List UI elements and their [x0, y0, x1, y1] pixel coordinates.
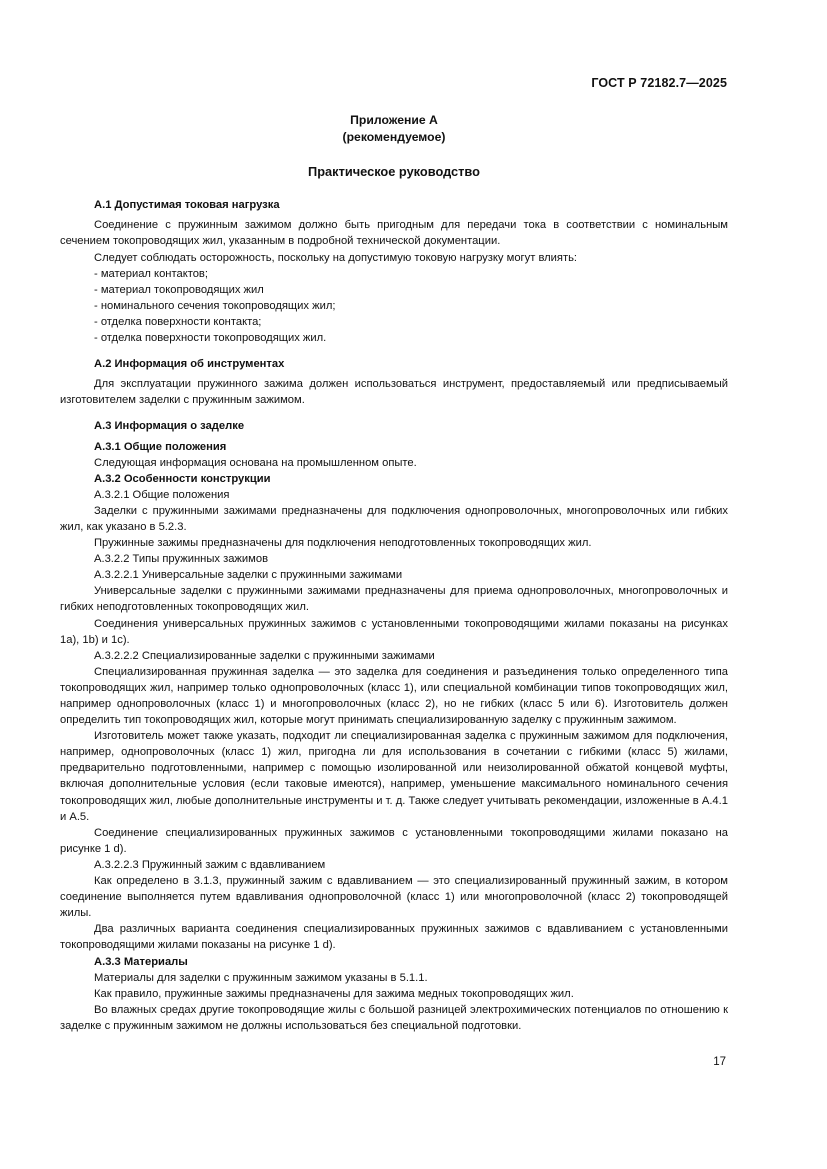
paragraph: Два различных варианта соединения специализированных пружинных зажимов с вдавливанием с установленными токопроводящими жилами показаны на рисунке 1 d).: [60, 923, 728, 952]
paragraph: Соединение с пружинным зажимом должно быть пригодным для передачи тока в соответствии с номинальным сечением токопроводящих жил, указанным в подробной технической документации.: [60, 219, 728, 248]
list-item: - номинального сечения токопроводящих жил;: [94, 299, 336, 312]
annex-title: Приложение А: [350, 113, 438, 127]
paragraph: Следует соблюдать осторожность, поскольку на допустимую токовую нагрузку могут влиять:: [94, 251, 578, 264]
list-item: - материал контактов;: [94, 267, 208, 280]
section-a3-title: А.3 Информация о заделке: [94, 420, 245, 433]
paragraph: Во влажных средах другие токопроводящие жилы с большой разницей электрохимических потенциалов по отношению к заделке с пружинным зажимом не должны использоваться без специальной подготовки.: [60, 1003, 728, 1032]
page-content: [60, 112, 728, 1034]
list-item: - отделка поверхности контакта;: [94, 315, 262, 328]
list-item: - материал токопроводящих жил: [94, 283, 264, 296]
section-a2-title: А.2 Информация об инструментах: [94, 358, 285, 371]
paragraph: Для эксплуатации пружинного зажима должен использоваться инструмент, предоставляемый или предписываемый изготовителем заделки с пружинным зажимом.: [60, 378, 728, 407]
section-a3221-title: А.3.2.2.1 Универсальные заделки с пружинными зажимами: [94, 569, 403, 582]
paragraph: Заделки с пружинными зажимами предназначены для подключения однопроволочных, многопроволочных или гибких жил, как указано в 5.2.3.: [60, 504, 728, 533]
section-a3223-title: А.3.2.2.3 Пружинный зажим с вдавливанием: [94, 858, 326, 871]
paragraph: Как правило, пружинные зажимы предназначены для зажима медных токопроводящих жил.: [94, 987, 574, 1000]
section-a321-title: А.3.2.1 Общие положения: [94, 488, 230, 501]
section-a32-title: А.3.2 Особенности конструкции: [94, 472, 271, 485]
paragraph: Материалы для заделки с пружинным зажимом указаны в 5.1.1.: [94, 971, 428, 984]
page-number: 17: [713, 1056, 726, 1068]
annex-heading: Практическое руководство: [308, 164, 480, 180]
section-a1-title: А.1 Допустимая токовая нагрузка: [94, 199, 280, 212]
section-a33-title: А.3.3 Материалы: [94, 955, 188, 968]
standard-code: ГОСТ Р 72182.7—2025: [591, 76, 727, 90]
paragraph: Следующая информация основана на промышленном опыте.: [94, 456, 417, 469]
paragraph: Пружинные зажимы предназначены для подключения неподготовленных токопроводящих жил.: [94, 537, 592, 550]
section-a3222-title: А.3.2.2.2 Специализированные заделки с пружинными зажимами: [94, 649, 435, 662]
section-a322-title: А.3.2.2 Типы пружинных зажимов: [94, 553, 269, 566]
paragraph: Специализированная пружинная заделка — это заделка для соединения и разъединения только определенного типа токопроводящих жил, например только однопроволочных (класс 1), или специальной комбинации типов токопроводящих жил, например однопроволочных (класс 1) и многопроволочных (класс 2), но не гибких (класс 5 или 6). Изготовитель должен определить тип токопроводящих жил, которые могут принимать специализированную заделку с пружинным зажимом.: [60, 665, 728, 727]
annex-type: (рекомендуемое): [342, 129, 446, 144]
list-item: - отделка поверхности токопроводящих жил.: [94, 332, 327, 345]
paragraph: Как определено в 3.1.3, пружинный зажим с вдавливанием — это специализированный пружинный зажим, в котором соединение выполняется путем вдавливания однопроволочной (класс 1) или многопроволочной (класс 2) токопроводящей жилы.: [60, 875, 728, 920]
paragraph: Изготовитель может также указать, подходит ли специализированная заделка с пружинным зажимом для подключения, например, однопроволочных (класс 1) жил, пригодна ли для использования в сочетании с гибкими (класс 5) жилами, предварительно подготовленными, например с помощью изолированной или неизолированной обжатой концевой муфты, включая дополнительные условия (если таковые имеются), например, уменьшение максимального номинального сечения токопроводящих жил, любые дополнительные инструменты и т. д. Также следует учитывать рекомендации, изложенные в А.4.1 и А.5.: [60, 730, 728, 823]
paragraph: Универсальные заделки с пружинными зажимами предназначены для приема однопроволочных, многопроволочных и гибких неподготовленных токопроводящих жил.: [60, 585, 728, 614]
paragraph: Соединения универсальных пружинных зажимов с установленными токопроводящими жилами показаны на рисунках 1а), 1b) и 1c).: [60, 617, 728, 646]
paragraph: Соединение специализированных пружинных зажимов с установленными токопроводящими жилами показано на рисунке 1 d).: [60, 826, 728, 855]
section-a31-title: А.3.1 Общие положения: [94, 440, 227, 453]
